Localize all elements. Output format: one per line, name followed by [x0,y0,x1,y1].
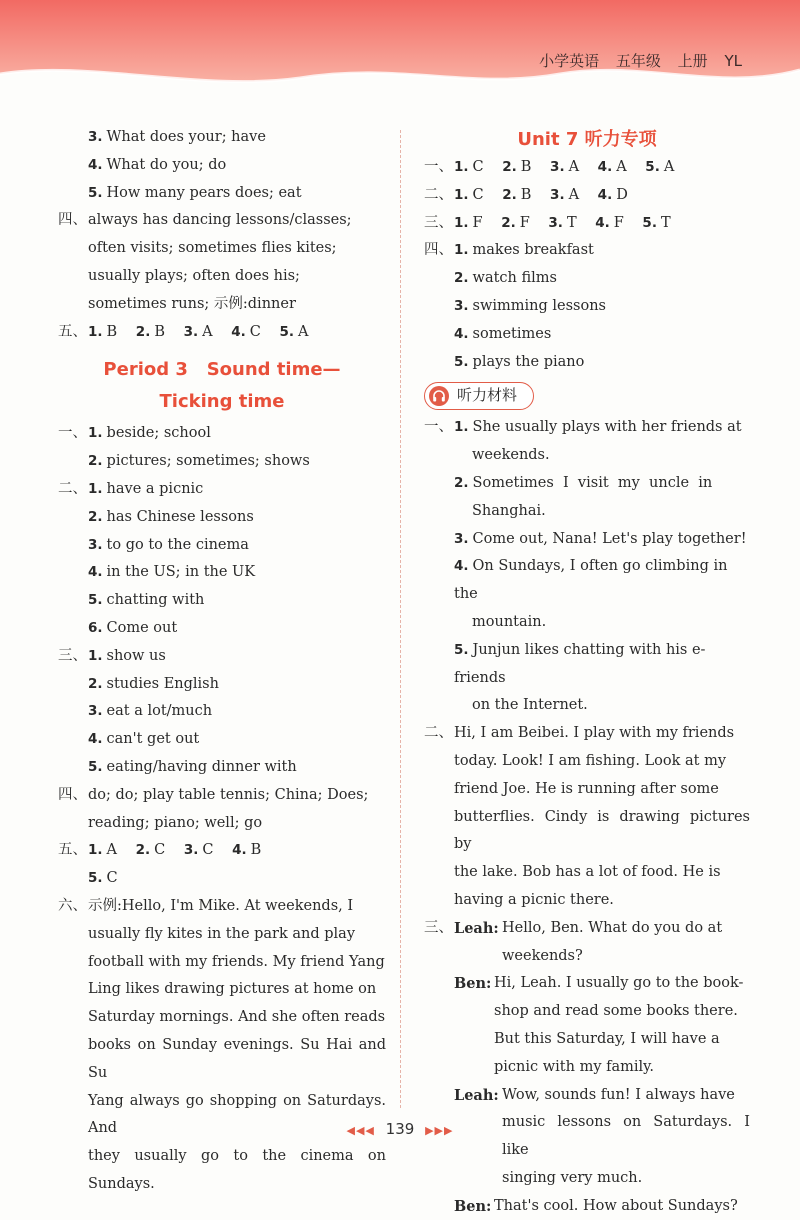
section-5: 五、 1. B 2. B 3. A 4. C 5. A [58,323,309,340]
unit-title: Unit 7 听力专项 [517,129,657,150]
dialogue-line: Leah: Wow, sounds fun! I always have music lessons on Saturdays. I like singing very much. [454,1086,750,1186]
r-section-3: 三、 1. F 2. F 3. T 4. F 5. T [424,214,671,231]
answer-item: 4. What do you; do [88,156,227,173]
r-section-1: 一、 1. C 2. B 3. A 4. A 5. A [424,159,675,175]
header-banner [0,0,800,95]
header-volume: 上册 [677,52,708,70]
section-4: 四、 always has dancing lessons/classes; often visits; sometimes flies kites; usually plays; often does his; sometimes runs; 示例:dinner [58,212,352,312]
header-info [527,50,742,71]
period-subtitle: Ticking time [159,391,285,413]
p3-section-5: 五、 1. A 2. C 3. C 4. B 5. C [58,842,262,887]
next-arrows-icon: ▶▶▶ [425,1124,454,1137]
page-footer [0,1120,800,1138]
left-column [58,124,386,1199]
material-section-1: 一、 1. She usually plays with her friends at weekends. 2. Sometimes I visit my uncle in Shanghai. 3. Come out, Nana! Let's play together! 4. On Sundays, I often go climbing in the mountain. 5. Junjun likes chatting with his e-friends on the Internet. [424,419,747,714]
period-title: Period 3 Sound time— [103,359,341,381]
headphones-icon [429,386,449,406]
header-subject: 小学英语 [539,52,600,70]
right-column [424,124,750,1220]
prev-arrows-icon: ◀◀◀ [346,1124,375,1137]
p3-section-3: 三、 1. show us 2. studies English 3. eat a lot/much 4. can't get out 5. eating/having dinner with [58,647,297,775]
dialogue-line: Ben: Hi, Leah. I usually go to the book- shop and read some books there. But this Saturday, I will have a picnic with my family. [454,975,744,1075]
listening-material-label: 听力材料 [457,386,518,405]
material-section-3: 三、 Leah: Hello, Ben. What do you do at weekends? Ben: Hi, Leah. I usually go to the book- shop and read some books there. But this Saturday, I will have a picnic with my family. Leah: Wow, sounds fun! I always have music lessons on Saturdays. I like singing very much. Ben: That's cool. How about Sundays? [424,915,750,1220]
page-number: 139 [385,1120,415,1138]
p3-section-2: 二、 1. have a picnic 2. has Chinese lessons 3. to go to the cinema 4. in the US; in the UK 5. chatting with 6. Come out [58,480,256,636]
r-section-2: 二、 1. C 2. B 3. A 4. D [424,186,628,203]
p3-section-1: 一、 1. beside; school 2. pictures; sometimes; shows [58,425,310,470]
material-section-2: 二、 Hi, I am Beibei. I play with my friends today. Look! I am fishing. Look at my friend Joe. He is running after some butterflies. Cindy is drawing pictures by the lake. Bob has a lot of food. He is having a picnic there. [424,725,750,908]
answer-item: 5. How many pears does; eat [88,184,302,201]
p3-section-6: 六、 示例:Hello, I'm Mike. At weekends, I usually fly kites in the park and play football with my friends. My friend Yang Ling likes drawing pictures at home on Saturday mornings. And she often reads books on Sunday evenings. Su Hai and Su Yang always go shopping on Saturdays. And they usually go to the cinema on Sundays. [58,897,386,1192]
header-edition: YL [724,52,742,70]
header-grade: 五年级 [615,52,661,70]
dialogue-line: Leah: Hello, Ben. What do you do at weekends? [454,919,723,964]
listening-material-tag [424,382,534,410]
r-section-4: 四、 1. makes breakfast 2. watch films 3. swimming lessons 4. sometimes 5. plays the piano [424,242,606,370]
answer-item: 3. What does your; have [88,129,266,145]
column-divider [400,130,401,1108]
p3-section-4: 四、 do; do; play table tennis; China; Does; reading; piano; well; go [58,786,369,831]
dialogue-line: Ben: That's cool. How about Sundays? [454,1197,738,1215]
